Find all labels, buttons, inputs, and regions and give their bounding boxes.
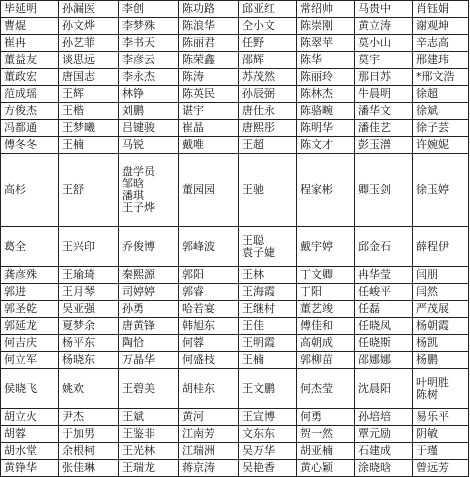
table-row: [1, 137, 469, 154]
table-cell: 董艺竣: [297, 301, 355, 318]
table-cell: 郭睿: [179, 284, 239, 301]
table-cell: 孙辰弼: [239, 86, 297, 103]
table-cell: 毕延明: [1, 1, 59, 18]
table-cell: 薛程伊: [413, 227, 469, 267]
table-cell: 王斌: [119, 409, 179, 426]
table-cell: 盘学员 邹晗 潘琪 王子烨: [119, 154, 179, 227]
table-cell: 许婉妮: [413, 137, 469, 154]
table-row: [1, 301, 469, 318]
table-cell: 何吉庆: [1, 335, 59, 352]
table-cell: 王驰: [239, 154, 297, 227]
table-row: [1, 103, 469, 120]
table-cell: 陈文才: [297, 137, 355, 154]
table-cell: 于瑾: [413, 443, 469, 460]
table-cell: 谢观坤: [413, 18, 469, 35]
table-cell: 覃元励: [355, 426, 413, 443]
table-row: [1, 86, 469, 103]
table-cell: 胡亚楠: [297, 443, 355, 460]
table-cell: 李梦殊: [119, 18, 179, 35]
table-cell: 胡水堂: [1, 443, 59, 460]
table-cell: 陈功路: [179, 1, 239, 18]
table-cell: 陶恰: [119, 335, 179, 352]
table-cell: 陈涛: [179, 69, 239, 86]
table-row: [1, 409, 469, 426]
table-cell: 唐仕永: [239, 103, 297, 120]
table-row: [1, 335, 469, 352]
table-row: [1, 1, 469, 18]
table-cell: 杨鹏: [413, 352, 469, 369]
table-cell: 李彦云: [119, 52, 179, 69]
table-cell: 易乐平: [413, 409, 469, 426]
table-cell: 王文鹏: [239, 369, 297, 409]
table-row: [1, 284, 469, 301]
table-row: [1, 460, 469, 477]
table-cell: 龚彦殊: [1, 267, 59, 284]
table-cell: 曹焜: [1, 18, 59, 35]
table-cell: 潘佳艺: [355, 120, 413, 137]
table-cell: 黄心颖: [297, 460, 355, 477]
table-cell: 王楠: [239, 352, 297, 369]
table-cell: 吕键骏: [119, 120, 179, 137]
table-cell: 杨朝霞: [413, 318, 469, 335]
table-cell: 戴唯: [179, 137, 239, 154]
table-cell: 王光林: [119, 443, 179, 460]
table-cell: 江南芳: [179, 426, 239, 443]
table-cell: 王超: [239, 137, 297, 154]
table-cell: 任野: [239, 35, 297, 52]
table-row: [1, 18, 469, 35]
table-cell: 胡桂东: [179, 369, 239, 409]
table-cell: 胡立火: [1, 409, 59, 426]
table-cell: 唐熙彤: [239, 120, 297, 137]
table-cell: 王海霞: [239, 284, 297, 301]
table-cell: 唐国志: [59, 69, 119, 86]
table-cell: 王碧美: [119, 369, 179, 409]
table-cell: 何勇: [297, 409, 355, 426]
table-cell: 郭柳苗: [297, 352, 355, 369]
table-cell: 夏梦余: [59, 318, 119, 335]
table-cell: 王鉴非: [119, 426, 179, 443]
table-cell: 王辉: [59, 86, 119, 103]
table-cell: 江瑞洲: [179, 443, 239, 460]
table-cell: 高杉: [1, 154, 59, 227]
table-row: [1, 369, 469, 409]
table-cell: 何盛枝: [179, 352, 239, 369]
table-cell: 徐子芸: [413, 120, 469, 137]
table-cell: 丁阳: [297, 284, 355, 301]
table-cell: 王瑞龙: [119, 460, 179, 477]
table-cell: 司婷婷: [119, 284, 179, 301]
table-cell: 郭峰波: [179, 227, 239, 267]
table-cell: 王继村: [239, 301, 297, 318]
table-cell: 卿玉剑: [355, 154, 413, 227]
table-cell: 阴敏: [413, 426, 469, 443]
table-cell: 何立军: [1, 352, 59, 369]
table-cell: 孙勇: [119, 301, 179, 318]
table-cell: 戴宇婷: [297, 227, 355, 267]
table-row: [1, 52, 469, 69]
table-cell: 陈骆畹: [297, 103, 355, 120]
table-cell: 曾远芳: [413, 460, 469, 477]
table-cell: 王兴印: [59, 227, 119, 267]
table-cell: 何蓉: [179, 335, 239, 352]
table-cell: 徐玉婷: [413, 154, 469, 227]
table-cell: 冉华莹: [355, 267, 413, 284]
table-cell: 杨晓东: [59, 352, 119, 369]
table-cell: 秦熙源: [119, 267, 179, 284]
table-cell: 徐斌: [413, 103, 469, 120]
table-cell: 陈翠苹: [297, 35, 355, 52]
table-cell: 邵辉: [239, 52, 297, 69]
table-cell: 孙漏医: [59, 1, 119, 18]
table-cell: 贺一然: [297, 426, 355, 443]
table-cell: 彭玉潽: [355, 137, 413, 154]
table-cell: 陈明华: [297, 120, 355, 137]
table-cell: 黄河: [179, 409, 239, 426]
table-cell: 吴万华: [239, 443, 297, 460]
table-cell: 郭延龙: [1, 318, 59, 335]
table-cell: 孙文烨: [59, 18, 119, 35]
table-cell: 陈荣鑫: [179, 52, 239, 69]
table-cell: 郭圣乾: [1, 301, 59, 318]
table-cell: 董政宏: [1, 69, 59, 86]
table-cell: 董园园: [179, 154, 239, 227]
table-cell: 王瑜琦: [59, 267, 119, 284]
table-cell: 邵娜娜: [355, 352, 413, 369]
table-cell: 范成瑶: [1, 86, 59, 103]
table-cell: 马贵中: [355, 1, 413, 18]
table-row: [1, 318, 469, 335]
table-cell: 方俊杰: [1, 103, 59, 120]
table-cell: 陈林杰: [297, 86, 355, 103]
table-cell: 孙艺菲: [59, 35, 119, 52]
table-cell: 程家彬: [297, 154, 355, 227]
table-cell: 王宣博: [239, 409, 297, 426]
table-cell: 王楷: [59, 103, 119, 120]
table-cell: 侯晓飞: [1, 369, 59, 409]
table-cell: 崔冉: [1, 35, 59, 52]
table-cell: 陈英民: [179, 86, 239, 103]
table-cell: 哈若宴: [179, 301, 239, 318]
table-cell: 邢建玮: [413, 52, 469, 69]
table-cell: 郭进: [1, 284, 59, 301]
table-cell: 谈思远: [59, 52, 119, 69]
table-row: [1, 426, 469, 443]
table-cell: 乔俊博: [119, 227, 179, 267]
table-cell: 任峻平: [355, 284, 413, 301]
table-cell: 王林: [239, 267, 297, 284]
table-cell: 文东东: [239, 426, 297, 443]
table-cell: 李书天: [119, 35, 179, 52]
table-cell: 闫朋: [413, 267, 469, 284]
table-cell: 王佳: [239, 318, 297, 335]
table-cell: 石建成: [355, 443, 413, 460]
table-cell: 任晓凤: [355, 318, 413, 335]
table-cell: 苏茂然: [239, 69, 297, 86]
table-cell: 任晓斯: [355, 335, 413, 352]
table-cell: 沈晨阳: [355, 369, 413, 409]
table-cell: 蒋京涛: [179, 460, 239, 477]
table-cell: 董益友: [1, 52, 59, 69]
table-cell: 陈崇刚: [297, 18, 355, 35]
table-cell: 尹杰: [59, 409, 119, 426]
table-cell: 谌宇: [179, 103, 239, 120]
table-cell: 傅冬冬: [1, 137, 59, 154]
table-cell: 吴艳香: [239, 460, 297, 477]
table-row: [1, 352, 469, 369]
table-cell: 莫宇: [355, 52, 413, 69]
table-cell: 王明霞: [239, 335, 297, 352]
table-cell: 黄立涛: [355, 18, 413, 35]
table-cell: 莫小山: [355, 35, 413, 52]
table-cell: 李永杰: [119, 69, 179, 86]
table-cell: 王舒: [59, 154, 119, 227]
table-cell: 闫然: [413, 284, 469, 301]
table-cell: 常绍帅: [297, 1, 355, 18]
table-cell: 辛志高: [413, 35, 469, 52]
table-cell: 仝小文: [239, 18, 297, 35]
table-cell: 林铮: [119, 86, 179, 103]
table-cell: 陈浪华: [179, 18, 239, 35]
table-cell: 郭阳: [179, 267, 239, 284]
table-cell: 张佳琳: [59, 460, 119, 477]
table-cell: 姚欢: [59, 369, 119, 409]
table-cell: 马锐: [119, 137, 179, 154]
table-cell: 陈丽君: [179, 35, 239, 52]
table-row: [1, 69, 469, 86]
table-cell: 邱亚红: [239, 1, 297, 18]
table-cell: 胡蓉: [1, 426, 59, 443]
table-cell: 吴亚强: [59, 301, 119, 318]
table-row: [1, 154, 469, 227]
table-cell: 邱金石: [355, 227, 413, 267]
table-cell: *邢文浩: [413, 69, 469, 86]
table-cell: 黄铮华: [1, 460, 59, 477]
table-cell: 孙培培: [355, 409, 413, 426]
table-cell: 陈丽玲: [297, 69, 355, 86]
table-row: [1, 120, 469, 137]
table-cell: 葛全: [1, 227, 59, 267]
table-cell: 那日苏: [355, 69, 413, 86]
table-cell: 唐黄锋: [119, 318, 179, 335]
table-cell: 于加男: [59, 426, 119, 443]
table-cell: 王聪 袁子婕: [239, 227, 297, 267]
table-cell: 严茂展: [413, 301, 469, 318]
table-cell: 潘华文: [355, 103, 413, 120]
table-cell: 丁文卿: [297, 267, 355, 284]
table-cell: 何杰莹: [297, 369, 355, 409]
table-cell: 肖钰娟: [413, 1, 469, 18]
table-cell: 王月琴: [59, 284, 119, 301]
table-cell: 韩旭东: [179, 318, 239, 335]
table-cell: 杨凯: [413, 335, 469, 352]
table-cell: 李创: [119, 1, 179, 18]
table-cell: 涂晓晗: [355, 460, 413, 477]
table-cell: 刘鹏: [119, 103, 179, 120]
table-row: [1, 443, 469, 460]
table-cell: 余根柯: [59, 443, 119, 460]
table-cell: 牛晨明: [355, 86, 413, 103]
table-cell: 万晶华: [119, 352, 179, 369]
table-cell: 杨平东: [59, 335, 119, 352]
table-cell: 任磊: [355, 301, 413, 318]
table-cell: 崔晶: [179, 120, 239, 137]
table-row: [1, 267, 469, 284]
table-cell: 冯都通: [1, 120, 59, 137]
table-cell: 陈华: [297, 52, 355, 69]
table-cell: 徐超: [413, 86, 469, 103]
table-row: [1, 35, 469, 52]
table-row: [1, 227, 469, 267]
table-cell: 王梦曦: [59, 120, 119, 137]
table-cell: 叶明胜 陈树: [413, 369, 469, 409]
table-cell: 傅佳和: [297, 318, 355, 335]
table-cell: 高朝成: [297, 335, 355, 352]
table-cell: 王楠: [59, 137, 119, 154]
